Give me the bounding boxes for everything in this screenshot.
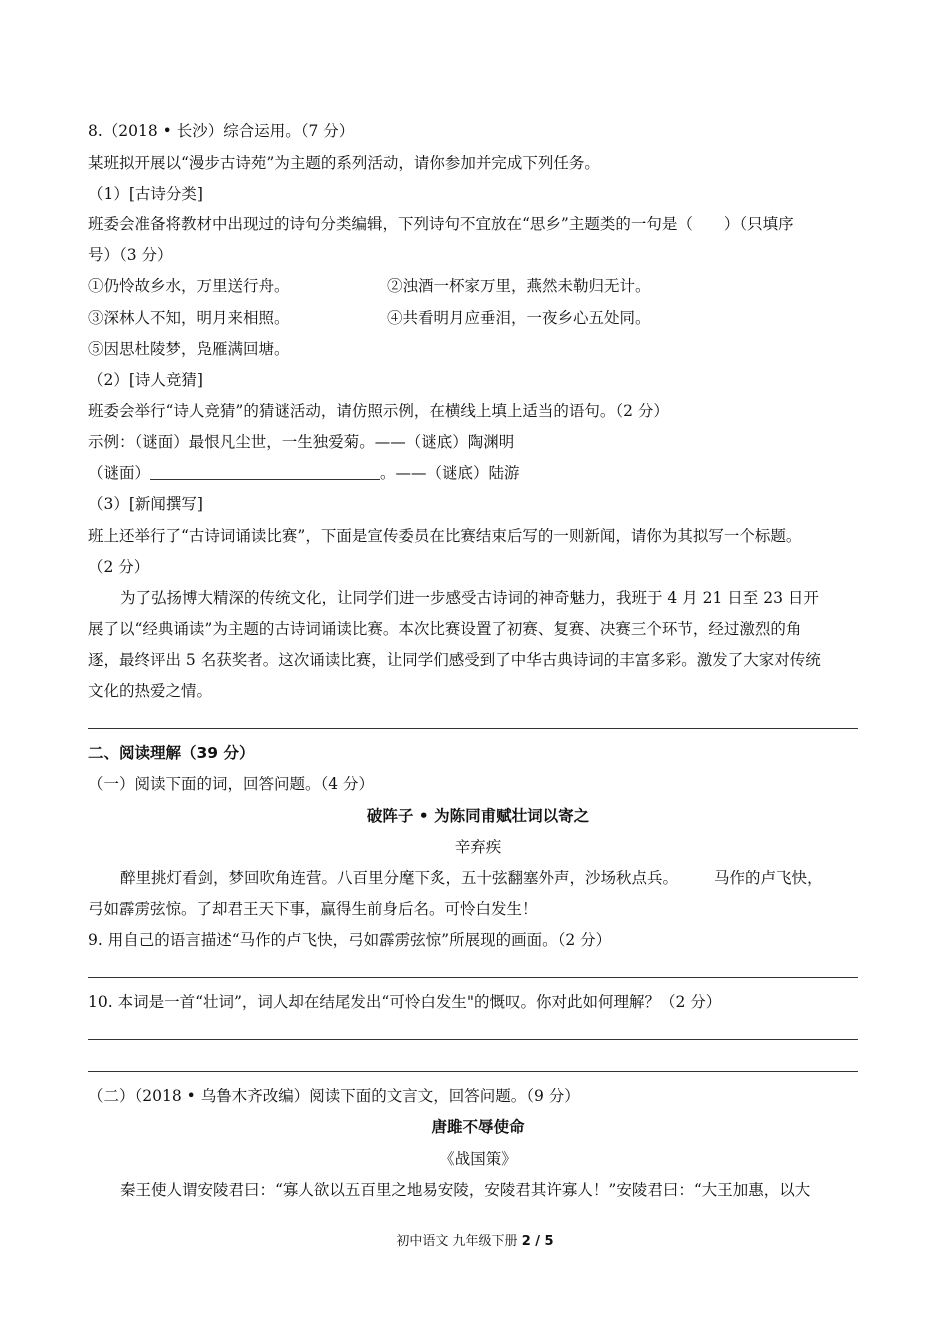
q8-intro: 某班拟开展以“漫步古诗苑”为主题的系列活动，请你参加并完成下列任务。 bbox=[88, 154, 600, 172]
option-1: ①仍怜故乡水，万里送行舟。 bbox=[88, 277, 290, 295]
page-number: 2 / 5 bbox=[521, 1234, 554, 1249]
poem-line-1a: 醉里挑灯看剑，梦回吹角连营。八百里分麾下炙，五十弦翻塞外声，沙场秋点兵。 bbox=[120, 869, 679, 887]
q8-part1-text-cont: 号）（3 分） bbox=[88, 246, 173, 264]
part2-intro: （二）（2018 • 乌鲁木齐改编）阅读下面的文言文，回答问题。（9 分） bbox=[88, 1087, 580, 1105]
q8-part3-text-cont: （2 分） bbox=[88, 558, 150, 576]
question-9: 9. 用自己的语言描述“马作的卢飞快，弓如霹雳弦惊”所展现的画面。（2 分） bbox=[88, 931, 612, 949]
riddle-answer-blank[interactable] bbox=[150, 465, 380, 480]
option-2: ②浊酒一杯家万里，燕然未勒归无计。 bbox=[387, 277, 651, 295]
poem-author: 辛弃疾 bbox=[454, 838, 502, 856]
options-row-2 bbox=[88, 308, 868, 328]
poem-line-1b: 马作的卢飞快， bbox=[714, 869, 823, 887]
answer-line-q9[interactable] bbox=[88, 977, 858, 978]
option-4: ④共看明月应垂泪，一夜乡心五处同。 bbox=[387, 309, 651, 327]
news-line-4: 文化的热爱之情。 bbox=[88, 682, 213, 700]
q8-part2-text: 班委会举行“诗人竞猜”的猜谜活动，请仿照示例，在横线上填上适当的语句。（2 分） bbox=[88, 402, 669, 420]
answer-line-q10-1[interactable] bbox=[88, 1039, 858, 1040]
poem-line-2: 弓如霹雳弦惊。了却君王天下事，赢得生前身后名。可怜白发生！ bbox=[88, 900, 538, 918]
section-heading: 二、阅读理解（39 分） bbox=[88, 744, 255, 762]
q8-heading: 8.（2018 • 长沙）综合运用。（7 分） bbox=[88, 122, 355, 140]
q8-part2-title: （2）[诗人竞猜] bbox=[88, 371, 203, 389]
text-title: 唐雎不辱使命 bbox=[431, 1118, 525, 1136]
news-line-2: 展了以“经典诵读”为主题的古诗词诵读比赛。本次比赛设置了初赛、复赛、决赛三个环节，经过激烈的角 bbox=[88, 620, 802, 638]
options-row-1 bbox=[88, 276, 868, 296]
page-footer bbox=[0, 1230, 950, 1249]
riddle-suffix: 。——（谜底）陆游 bbox=[380, 464, 520, 482]
part1-intro: （一）阅读下面的词，回答问题。（4 分） bbox=[88, 775, 375, 793]
q8-riddle-blank-line bbox=[88, 463, 868, 483]
riddle-prefix: （谜面） bbox=[88, 464, 151, 482]
q8-part1-text: 班委会准备将教材中出现过的诗句分类编辑，下列诗句不宜放在“思乡”主题类的一句是（ ）（只填序 bbox=[88, 215, 794, 233]
news-line-1: 为了弘扬博大精深的传统文化，让同学们进一步感受古诗词的神奇魅力，我班于 4 月 21 日至 23 日开 bbox=[120, 589, 819, 607]
answer-line-news-title[interactable] bbox=[88, 728, 858, 729]
q8-part1-title: （1）[古诗分类] bbox=[88, 185, 203, 203]
q8-example: 示例：（谜面）最恨凡尘世，一生独爱菊。——（谜底）陶渊明 bbox=[88, 433, 515, 451]
news-line-3: 逐，最终评出 5 名获奖者。这次诵读比赛，让同学们感受到了中华古典诗词的丰富多彩。激发了大家对传统 bbox=[88, 651, 821, 669]
text-line-1: 秦王使人谓安陵君曰：“寡人欲以五百里之地易安陵，安陵君其许寡人！”安陵君曰：“大王加惠，以大 bbox=[120, 1181, 811, 1199]
footer-label: 初中语文 九年级下册 bbox=[396, 1234, 518, 1249]
q8-part3-text: 班上还举行了“古诗词诵读比赛”，下面是宣传委员在比赛结束后写的一则新闻，请你为其拟写一个标题。 bbox=[88, 527, 802, 545]
poem-title: 破阵子 • 为陈同甫赋壮词以寄之 bbox=[366, 807, 590, 825]
option-3: ③深林人不知，明月来相照。 bbox=[88, 309, 290, 327]
question-10: 10. 本词是一首“壮词”，词人却在结尾发出“可怜白发生"的慨叹。你对此如何理解？（2 分） bbox=[88, 993, 722, 1011]
q8-part3-title: （3）[新闻撰写] bbox=[88, 495, 203, 513]
option-5: ⑤因思杜陵梦，凫雁满回塘。 bbox=[88, 340, 290, 358]
answer-line-q10-2[interactable] bbox=[88, 1071, 858, 1072]
poem-line-1 bbox=[120, 868, 900, 888]
text-source: 《战国策》 bbox=[439, 1150, 517, 1168]
